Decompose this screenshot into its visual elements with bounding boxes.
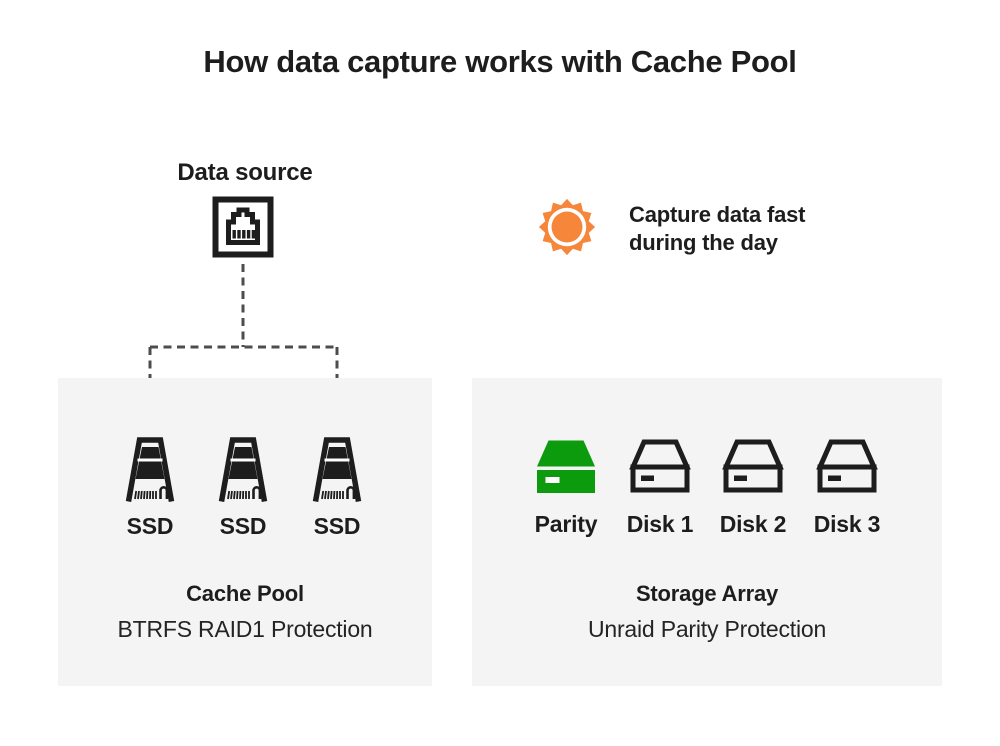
ethernet-port-icon <box>212 196 274 258</box>
data-source-label: Data source <box>177 159 313 186</box>
annotation-line-2: during the day <box>629 230 778 255</box>
ssd-icon <box>217 437 269 503</box>
disk-icon <box>721 439 785 501</box>
sun-icon <box>537 197 597 257</box>
storage-array-title: Storage Array <box>635 581 779 606</box>
cache-pool-title: Cache Pool <box>186 581 304 606</box>
page-title: How data capture works with Cache Pool <box>203 44 797 79</box>
drive-label: Disk 3 <box>813 511 881 537</box>
drive-label: Parity <box>534 511 598 537</box>
ssd-icon <box>311 437 363 503</box>
drive-label: SSD <box>313 513 361 539</box>
ssd-drive-3 <box>282 437 392 540</box>
cache-pool-subtitle: BTRFS RAID1 Protection <box>117 616 373 642</box>
disk-icon <box>628 439 692 501</box>
data-disk-3 <box>792 439 902 538</box>
annotation-text <box>629 201 805 257</box>
drive-label: SSD <box>126 513 174 539</box>
storage-array-subtitle: Unraid Parity Protection <box>587 616 827 642</box>
drive-label: Disk 1 <box>626 511 694 537</box>
parity-disk-icon <box>534 439 598 501</box>
cache-pool-panel <box>58 378 432 686</box>
ssd-icon <box>124 437 176 503</box>
drive-label: SSD <box>219 513 267 539</box>
disk-icon <box>815 439 879 501</box>
storage-array-panel <box>472 378 942 686</box>
drive-label: Disk 2 <box>719 511 787 537</box>
annotation-line-1: Capture data fast <box>629 202 806 227</box>
